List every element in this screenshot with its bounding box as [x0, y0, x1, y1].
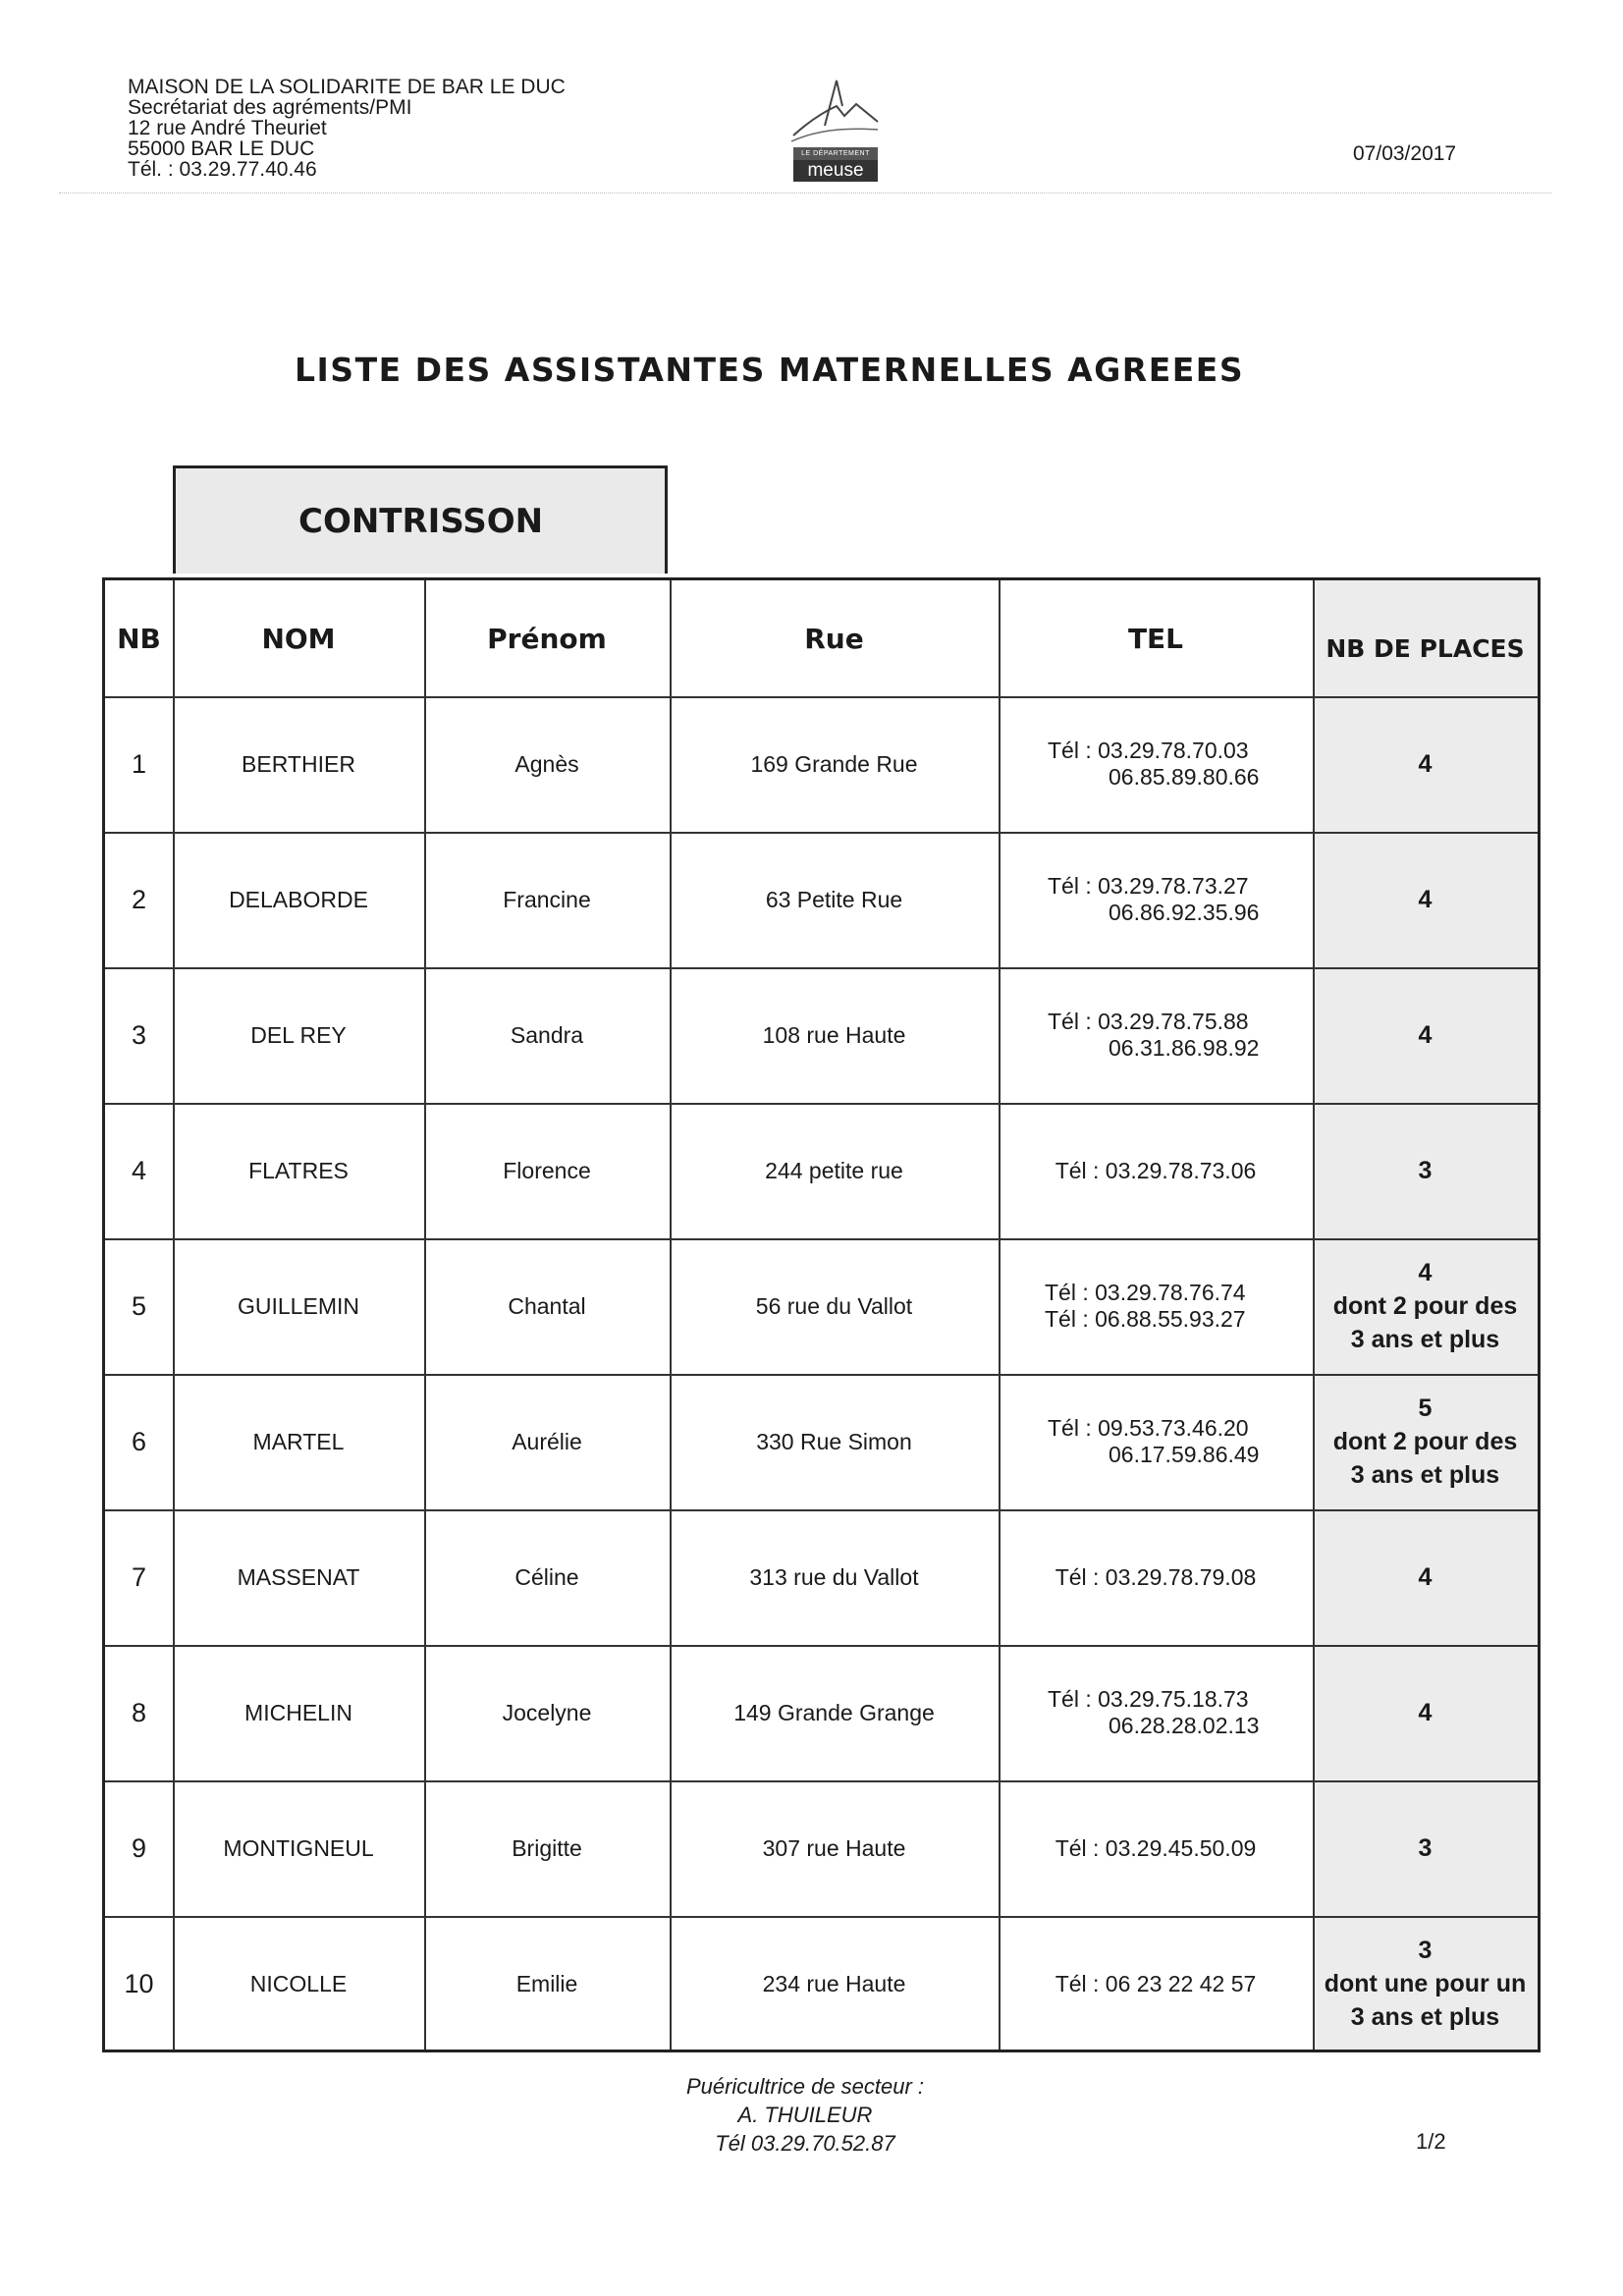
tel-line: Tél : 03.29.78.76.74: [1045, 1280, 1246, 1305]
commune-name: CONTRISSON: [298, 502, 544, 541]
tel-line: 06.31.86.98.92: [1109, 1035, 1260, 1061]
cell-tel: [999, 1238, 1313, 1374]
table-row: [105, 1238, 1538, 1374]
logo-word: meuse: [793, 160, 878, 182]
cell-nom: NICOLLE: [249, 1970, 348, 1996]
header-divider: [59, 192, 1551, 193]
cell-prenom: Jocelyne: [502, 1699, 592, 1725]
cell-rue: 149 Grande Grange: [733, 1699, 935, 1725]
cell-rue: 108 rue Haute: [762, 1021, 906, 1048]
table-row: [105, 1916, 1538, 2051]
places-note: dont 2 pour des: [1332, 1428, 1518, 1455]
cell-rue: 169 Grande Rue: [750, 750, 918, 777]
tel-line: Tél : 03.29.78.73.27: [1048, 873, 1249, 899]
address-line: Secrétariat des agréments/PMI: [128, 96, 412, 119]
cell-nb: 7: [131, 1561, 147, 1592]
cell-prenom: Céline: [514, 1563, 579, 1590]
places-count: 4: [1418, 1563, 1433, 1591]
cell-nom: MONTIGNEUL: [223, 1834, 374, 1861]
cell-nb: 2: [131, 884, 147, 914]
header-rue: Rue: [804, 622, 864, 655]
tel-line: Tél : 03.29.75.18.73: [1048, 1686, 1249, 1712]
cell-nom: MICHELIN: [244, 1699, 352, 1725]
table-row: [105, 1780, 1538, 1916]
cell-places: [1313, 1103, 1538, 1238]
tel-line: 06.86.92.35.96: [1109, 900, 1260, 925]
cell-tel: [999, 1780, 1313, 1916]
places-count: 3: [1418, 1157, 1433, 1184]
footer-role: Puéricultrice de secteur :: [685, 2074, 925, 2099]
cell-tel: [999, 967, 1313, 1103]
places-count: 4: [1418, 886, 1433, 913]
header-nb-places: NB DE PLACES: [1325, 633, 1525, 663]
cell-tel: [999, 1374, 1313, 1509]
tel-line: 06.28.28.02.13: [1109, 1713, 1260, 1738]
table-row: [105, 696, 1538, 832]
logo-small-text: LE DÉPARTEMENT: [793, 147, 878, 160]
places-note: 3 ans et plus: [1350, 1326, 1500, 1353]
table-row: [105, 1509, 1538, 1645]
places-note: 3 ans et plus: [1350, 1461, 1500, 1489]
cell-prenom: Aurélie: [512, 1428, 582, 1454]
mountain-icon: [785, 77, 884, 147]
footer-contact: [628, 2072, 982, 2158]
places-count: 4: [1418, 750, 1433, 778]
cell-rue: 56 rue du Vallot: [755, 1292, 913, 1319]
tel-line: Tél : 03.29.78.79.08: [1055, 1563, 1257, 1590]
assistants-table: [102, 577, 1541, 2052]
cell-nom: FLATRES: [248, 1157, 349, 1183]
cell-places: [1313, 1645, 1538, 1780]
address-line: 12 rue André Theuriet: [128, 117, 327, 139]
cell-prenom: Florence: [503, 1157, 591, 1183]
cell-nb: 5: [131, 1290, 147, 1321]
cell-prenom: Agnès: [514, 750, 579, 777]
cell-nom: DEL REY: [250, 1021, 347, 1048]
page-number: 1/2: [1416, 2129, 1446, 2154]
tel-line: Tél : 03.29.45.50.09: [1055, 1834, 1257, 1861]
places-count: 3: [1418, 1937, 1433, 1964]
cell-places: [1313, 1509, 1538, 1645]
header-prenom: Prénom: [487, 622, 607, 655]
cell-nom: MARTEL: [252, 1428, 345, 1454]
places-note: 3 ans et plus: [1350, 2003, 1500, 2031]
cell-nb: 3: [131, 1019, 147, 1050]
meuse-logo: [785, 77, 884, 185]
places-count: 4: [1418, 1021, 1433, 1049]
cell-prenom: Chantal: [508, 1292, 586, 1319]
tel-line: 06.17.59.86.49: [1109, 1442, 1260, 1467]
places-count: 3: [1418, 1834, 1433, 1862]
cell-nb: 6: [131, 1426, 147, 1456]
places-note: dont 2 pour des: [1332, 1292, 1518, 1320]
header-nb: NB: [117, 622, 161, 655]
cell-rue: 307 rue Haute: [762, 1834, 906, 1861]
cell-rue: 63 Petite Rue: [765, 886, 903, 912]
header-tel: TEL: [1127, 622, 1184, 655]
table-row: [105, 832, 1538, 967]
sender-address: [128, 77, 566, 180]
tel-line: Tél : 06.88.55.93.27: [1045, 1306, 1246, 1332]
header-nom: NOM: [261, 622, 336, 655]
tel-line: 06.85.89.80.66: [1109, 764, 1260, 790]
commune-box: [173, 465, 668, 574]
footer-phone: Tél 03.29.70.52.87: [715, 2131, 895, 2156]
cell-nb: 9: [131, 1832, 147, 1863]
cell-tel: [999, 1916, 1313, 2051]
cell-prenom: Brigitte: [512, 1834, 582, 1861]
cell-nom: BERTHIER: [242, 750, 355, 777]
cell-nom: GUILLEMIN: [238, 1292, 359, 1319]
cell-nom: DELABORDE: [229, 886, 368, 912]
tel-line: Tél : 06 23 22 42 57: [1055, 1970, 1257, 1996]
tel-line: Tél : 03.29.78.70.03: [1048, 738, 1249, 763]
footer-name: A. THUILEUR: [737, 2103, 873, 2127]
cell-rue: 244 petite rue: [765, 1157, 903, 1183]
places-count: 4: [1418, 1699, 1433, 1726]
places-count: 4: [1418, 1259, 1433, 1286]
cell-tel: [999, 1509, 1313, 1645]
cell-places: [1313, 1780, 1538, 1916]
address-line: MAISON DE LA SOLIDARITE DE BAR LE DUC: [128, 76, 566, 98]
places-count: 5: [1418, 1394, 1433, 1422]
table-row: [105, 1103, 1538, 1238]
cell-nb: 1: [131, 748, 147, 779]
cell-places: [1313, 696, 1538, 832]
cell-tel: [999, 1645, 1313, 1780]
table-row: [105, 1374, 1538, 1509]
cell-rue: 234 rue Haute: [762, 1970, 906, 1996]
cell-tel: [999, 1103, 1313, 1238]
address-line: Tél. : 03.29.77.40.46: [128, 158, 317, 181]
cell-rue: 313 rue du Vallot: [749, 1563, 919, 1590]
cell-nom: MASSENAT: [237, 1563, 360, 1590]
tel-line: Tél : 03.29.78.75.88: [1048, 1009, 1249, 1034]
tel-line: Tél : 09.53.73.46.20: [1048, 1415, 1249, 1441]
cell-places: [1313, 967, 1538, 1103]
cell-tel: [999, 696, 1313, 832]
table-row: [105, 1645, 1538, 1780]
cell-rue: 330 Rue Simon: [756, 1428, 912, 1454]
tel-line: Tél : 03.29.78.73.06: [1055, 1157, 1257, 1183]
cell-prenom: Sandra: [510, 1021, 584, 1048]
cell-places: [1313, 1238, 1538, 1374]
address-line: 55000 BAR LE DUC: [128, 137, 315, 160]
cell-places: [1313, 1374, 1538, 1509]
places-note: dont une pour un: [1324, 1970, 1527, 1997]
cell-nb: 4: [131, 1155, 147, 1185]
cell-prenom: Francine: [503, 886, 591, 912]
cell-tel: [999, 832, 1313, 967]
cell-places: [1313, 1916, 1538, 2051]
cell-nb: 8: [131, 1697, 147, 1727]
cell-places: [1313, 832, 1538, 967]
cell-prenom: Emilie: [515, 1970, 578, 1996]
page-title: LISTE DES ASSISTANTES MATERNELLES AGREEES: [295, 351, 1245, 389]
document-date: 07/03/2017: [1353, 142, 1457, 165]
cell-nb: 10: [124, 1968, 154, 1998]
table-row: [105, 967, 1538, 1103]
